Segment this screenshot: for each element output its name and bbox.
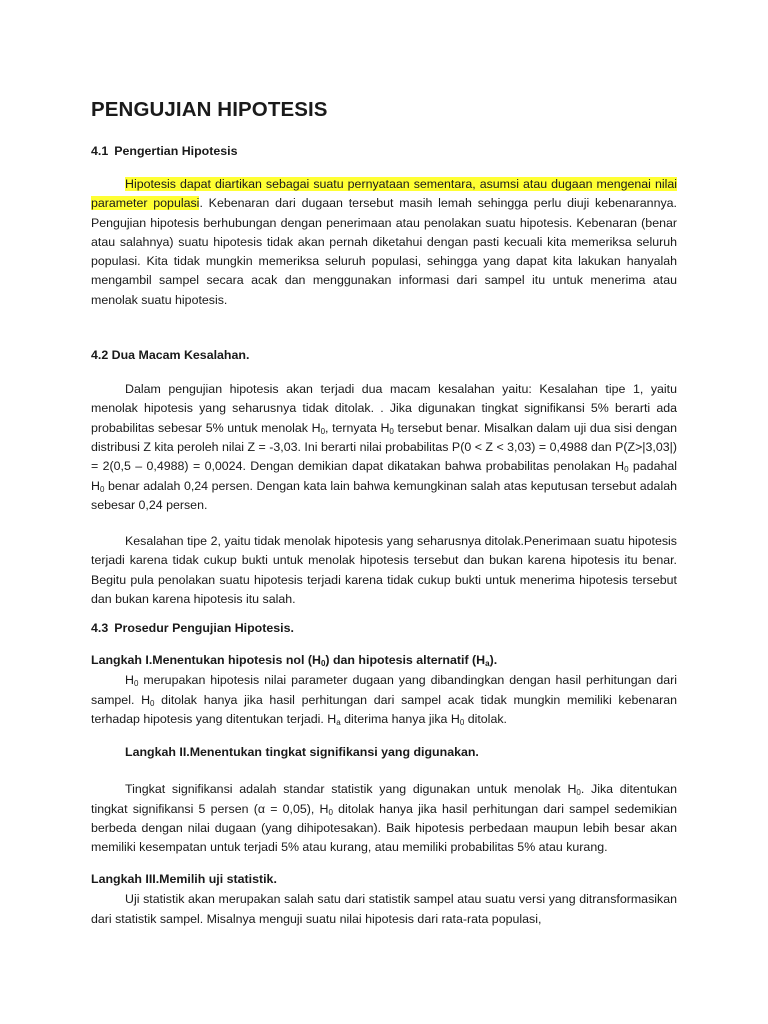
paragraph-step-3: Uji statistik akan merupakan salah satu dari statistik sampel atau suatu versi yang ditransformasikan dari statistik sampel. Misalnya menguji suatu nilai hipotesis dari rata-rata populasi, — [91, 892, 677, 926]
paragraph-definition: Hipotesis dapat diartikan sebagai suatu pernyataan sementara, asumsi atau dugaan mengenai nilai parameter populasi. Kebenaran dari dugaan tersebut masih lemah sehingga perlu diuji kebenarannya. Pengujian hipotesis berhubungan dengan penerimaan atau penolakan suatu hipotesis. Kebenaran (benar atau salahnya) suatu hipotesis tidak akan pernah diketahui dengan pasti kecuali kita memeriksa seluruh populasi. Kita tidak mungkin memeriksa seluruh populasi, sehingga yang dapat kita lakukan hanyalah mengambil sampel secara acak dan menggunakan informasi dari sampel itu untuk menerima atau menolak suatu hipotesis. — [91, 177, 677, 307]
section-heading-4-2: 4.2 Dua Macam Kesalahan. — [91, 348, 250, 363]
section-title: Prosedur Pengujian Hipotesis. — [114, 621, 294, 636]
section-heading-4-3 — [91, 621, 677, 635]
step-heading-2: Langkah II.Menentukan tingkat signifikansi yang digunakan. — [125, 745, 479, 760]
section-number: 4.1 — [91, 144, 109, 158]
step-heading-3: Langkah III.Memilih uji statistik. — [91, 872, 277, 887]
document-content — [91, 98, 677, 929]
section-title: Pengertian Hipotesis — [114, 144, 238, 158]
paragraph-type1-error: Dalam pengujian hipotesis akan terjadi dua macam kesalahan yaitu: Kesalahan tipe 1, yaitu menolak hipotesis yang seharusnya tidak ditolak. . Jika digunakan tingkat signifikansi 5% berarti ada probabilitas sebesar 5% untuk menolak $H_0$, ternyata $H_0$ tersebut benar. Misalkan dalam uji dua sisi dengan distribusi Z kita peroleh nilai Z = -3,03. Ini berarti nilai probabilitas P(0 < Z < 3,03) = 0,4988 dan P(Z>|3,03|) = 2(0,5 – 0,4988) = 0,0024. Dengan demikian dapat dikatakan bahwa probabilitas penolakan $H_0$ padahal $H_0$ benar adalah 0,24 persen. Dengan kata lain bahwa kemungkinan salah atas keputusan tersebut adalah sebesar 0,24 persen. — [91, 382, 678, 512]
paragraph-step-1: $H_0$ merupakan hipotesis nilai parameter dugaan yang dibandingkan dengan hasil perhitungan dari sampel. $H_0$ ditolak hanya jika hasil perhitungan dari sampel acak tidak mungkin memiliki kebenaran terhadap hipotesis yang ditentukan terjadi. $H_a$ diterima hanya jika $H_0$ ditolak. — [91, 673, 677, 727]
section-number: 4.3 — [91, 621, 109, 636]
paragraph-step-2: Tingkat signifikansi adalah standar statistik yang digunakan untuk menolak $H_0$. Jika ditentukan tingkat signifikansi 5 persen (α = 0,05), $H_0$ ditolak hanya jika hasil perhitungan dari sampel sedemikian berbeda dengan nilai dugaan (yang dihipotesakan). Baik hipotesis perbedaan maupun lebih besar akan memiliki kesempatan untuk terjadi 5% atau kurang, atau memiliki probabilitas 5% atau kurang. — [91, 782, 677, 855]
paragraph-type2-error: Kesalahan tipe 2, yaitu tidak menolak hipotesis yang seharusnya ditolak.Penerimaan suatu hipotesis terjadi karena tidak cukup bukti untuk menolak hipotesis tersebut dan bukan karena hipotesis itu benar. Begitu pula penolakan suatu hipotesis terjadi karena tidak cukup bukti untuk menerima hipotesis tersebut dan bukan karena hipotesis itu salah. — [91, 534, 677, 607]
section-heading-4-1 — [91, 144, 677, 158]
step-heading-1: Langkah I.Menentukan hipotesis nol $(H_0)$ dan hipotesis alternatif $(H_a)$. — [91, 653, 498, 669]
highlighted-text: Hipotesis dapat diartikan sebagai suatu pernyataan sementara, asumsi atau dugaan mengenai nilai parameter populasi — [91, 177, 677, 211]
page-title: PENGUJIAN HIPOTESIS — [91, 98, 328, 121]
